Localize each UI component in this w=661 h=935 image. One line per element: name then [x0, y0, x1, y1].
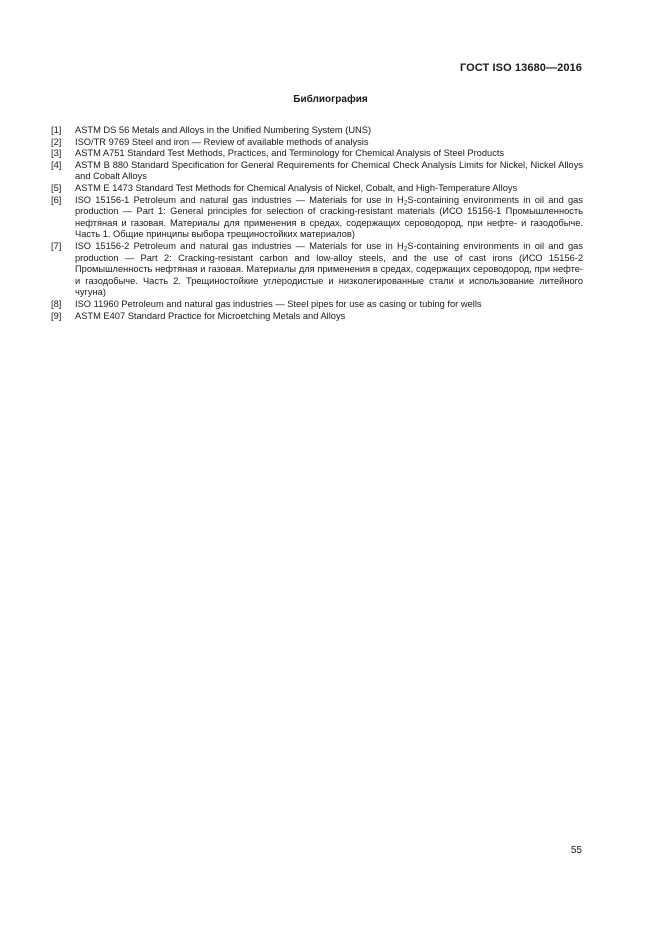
subscript: 2 — [403, 245, 408, 253]
entry-number: [9] — [51, 310, 62, 321]
bibliography-entry-8 — [51, 299, 583, 311]
bibliography-entry-3 — [51, 148, 583, 160]
entry-number: [3] — [51, 148, 62, 159]
entry-text — [75, 195, 583, 241]
entry-text-part: ISO 15156-1 Petroleum and natural gas industries — Materials for use in H — [75, 194, 404, 205]
entry-number: [5] — [51, 182, 62, 193]
entry-number: [4] — [51, 159, 62, 170]
bibliography-entry-5 — [51, 183, 583, 195]
entry-text-part: ISO 15156-2 Petroleum and natural gas industries — Materials for use in H — [75, 240, 404, 251]
bibliography-entry-6 — [51, 195, 583, 241]
entry-text — [75, 241, 583, 299]
entry-text-part: S-containing environments in oil and gas production — Part 1: General principles for selection of cracking-resistant materials (ИСО 15156-1 Промышленность нефтяная и газовая. Материалы для применения в средах, содержащих сероводород, при нефте- и газодобыче. Часть 1. Общие принципы выбора трещиностойких материалов) — [75, 194, 583, 240]
entry-number: [2] — [51, 136, 62, 147]
entry-number: [7] — [51, 240, 62, 251]
entry-text: ASTM DS 56 Metals and Alloys in the Unified Numbering System (UNS) — [75, 125, 372, 135]
bibliography-entry-4 — [51, 160, 583, 183]
standard-id-header: ГОСТ ISO 13680—2016 — [459, 62, 582, 74]
entry-text: ISO/TR 9769 Steel and iron — Review of available methods of analysis — [75, 136, 369, 147]
page-number: 55 — [570, 845, 582, 856]
entry-text-part: S-containing environments in oil and gas production — Part 2: Cracking-resistant carbon and low-alloy steels, and the use of cast irons (ИСО 15156-2 Промышленность нефтяная и газовая. Материалы для применения в средах, содержащих сероводород, при нефте- и газодобыче. Часть 2. Трещиностойкие углеродистые и низколегированные стали и использование литейного чугуна) — [75, 240, 583, 298]
bibliography-entry-7 — [51, 241, 583, 299]
entry-number: [1] — [51, 125, 62, 135]
bibliography-entry-2 — [51, 137, 583, 149]
subscript: 2 — [403, 199, 408, 207]
bibliography-entry-1 — [51, 125, 583, 137]
entry-number: [8] — [51, 298, 62, 309]
entry-text: ASTM B 880 Standard Specification for General Requirements for Chemical Check Analysis Limits for Nickel, Nickel Alloys and Cobalt Alloys — [75, 159, 583, 182]
entry-text: ASTM E407 Standard Practice for Microetching Metals and Alloys — [75, 310, 346, 321]
entry-text: ISO 11960 Petroleum and natural gas industries — Steel pipes for use as casing or tubing for wells — [75, 298, 482, 309]
bibliography-entry-9 — [51, 311, 583, 323]
entry-number: [6] — [51, 194, 62, 205]
entry-text: ASTM A751 Standard Test Methods, Practices, and Terminology for Chemical Analysis of Steel Products — [75, 148, 505, 159]
bibliography-title: Библиография — [293, 94, 368, 105]
bibliography-list — [51, 125, 583, 322]
entry-text: ASTM E 1473 Standard Test Methods for Chemical Analysis of Nickel, Cobalt, and High-Temperature Alloys — [75, 182, 518, 193]
